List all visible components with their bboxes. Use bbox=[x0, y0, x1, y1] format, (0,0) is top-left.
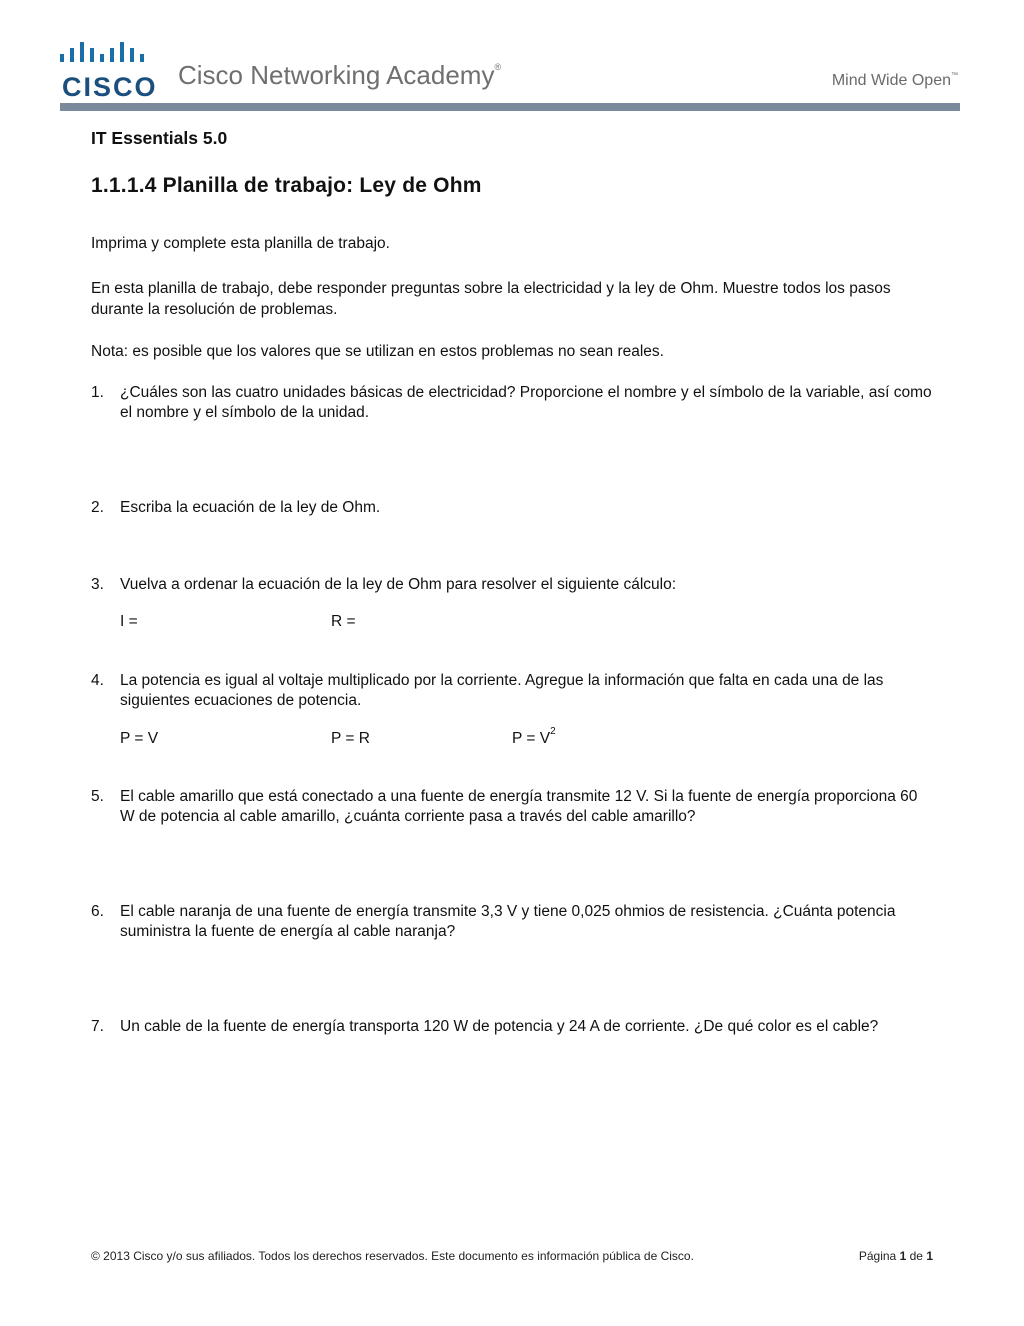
page-label: Página bbox=[858, 1249, 897, 1263]
question-number: 3. bbox=[91, 576, 104, 593]
cisco-logo bbox=[60, 42, 160, 100]
academy-name bbox=[178, 60, 501, 91]
intro-paragraph: Imprima y complete esta planilla de trabajo. bbox=[91, 235, 390, 252]
question-text: Vuelva a ordenar la ecuación de la ley de Ohm para resolver el siguiente cálculo: bbox=[120, 576, 677, 593]
question-text: El cable amarillo que está conectado a una fuente de energía transmite 12 V. Si la fuente de energía proporciona 60 W de potencia al cable amarillo, ¿cuánta corriente pasa a través del cable amarillo? bbox=[120, 788, 918, 825]
footer-page-number bbox=[859, 1249, 933, 1263]
question-number: 6. bbox=[91, 903, 104, 920]
equation-power-voltage-squared bbox=[512, 726, 556, 748]
page-total: 1 bbox=[926, 1249, 933, 1263]
question-text: El cable naranja de una fuente de energía transmite 3,3 V y tiene 0,025 ohmios de resistencia. ¿Cuánta potencia suministra la fuente de energía al cable naranja? bbox=[120, 903, 896, 940]
note-paragraph: Nota: es posible que los valores que se utilizan en estos problemas no sean reales. bbox=[91, 343, 664, 360]
question-text: ¿Cuáles son las cuatro unidades básicas de electricidad? Proporcione el nombre y el símbolo de la variable, así como el nombre y el símbolo de la unidad. bbox=[120, 384, 932, 421]
question-number: 4. bbox=[91, 672, 104, 689]
question-text: La potencia es igual al voltaje multiplicado por la corriente. Agregue la información que falta en cada una de las siguientes ecuaciones de potencia. bbox=[120, 672, 884, 709]
question-text: Escriba la ecuación de la ley de Ohm. bbox=[120, 499, 381, 516]
page-of: de bbox=[909, 1249, 923, 1263]
page-current: 1 bbox=[899, 1249, 907, 1263]
course-title: IT Essentials 5.0 bbox=[91, 128, 228, 148]
cisco-bars-icon bbox=[60, 42, 152, 68]
equation-resistance: R = bbox=[331, 613, 356, 630]
page-title: 1.1.1.4 Planilla de trabajo: Ley de Ohm bbox=[91, 174, 482, 197]
question-number: 2. bbox=[91, 499, 104, 516]
registered-mark: ® bbox=[494, 62, 502, 72]
equation-label: P = V bbox=[512, 730, 551, 747]
header-rule bbox=[60, 103, 960, 111]
question-number: 5. bbox=[91, 788, 104, 805]
footer-copyright: © 2013 Cisco y/o sus afiliados. Todos los derechos reservados. Este documento es información pública de Cisco. bbox=[91, 1249, 694, 1263]
exponent: 2 bbox=[550, 726, 556, 737]
tagline bbox=[832, 72, 958, 90]
cisco-wordmark: CISCO bbox=[62, 72, 158, 102]
equation-current: I = bbox=[120, 613, 138, 630]
question-number: 1. bbox=[91, 384, 104, 401]
question-number: 7. bbox=[91, 1018, 104, 1035]
equation-power-voltage: P = V bbox=[120, 730, 159, 747]
equation-power-resistance: P = R bbox=[331, 730, 370, 747]
question-text: Un cable de la fuente de energía transporta 120 W de potencia y 24 A de corriente. ¿De qué color es el cable? bbox=[120, 1018, 879, 1035]
trademark-mark: ™ bbox=[951, 72, 958, 79]
academy-label: Cisco Networking Academy bbox=[178, 60, 495, 90]
tagline-label: Mind Wide Open bbox=[831, 72, 951, 89]
intro-paragraph: En esta planilla de trabajo, debe responder preguntas sobre la electricidad y la ley de Ohm. Muestre todos los pasos durante la resolución de problemas. bbox=[91, 280, 891, 318]
